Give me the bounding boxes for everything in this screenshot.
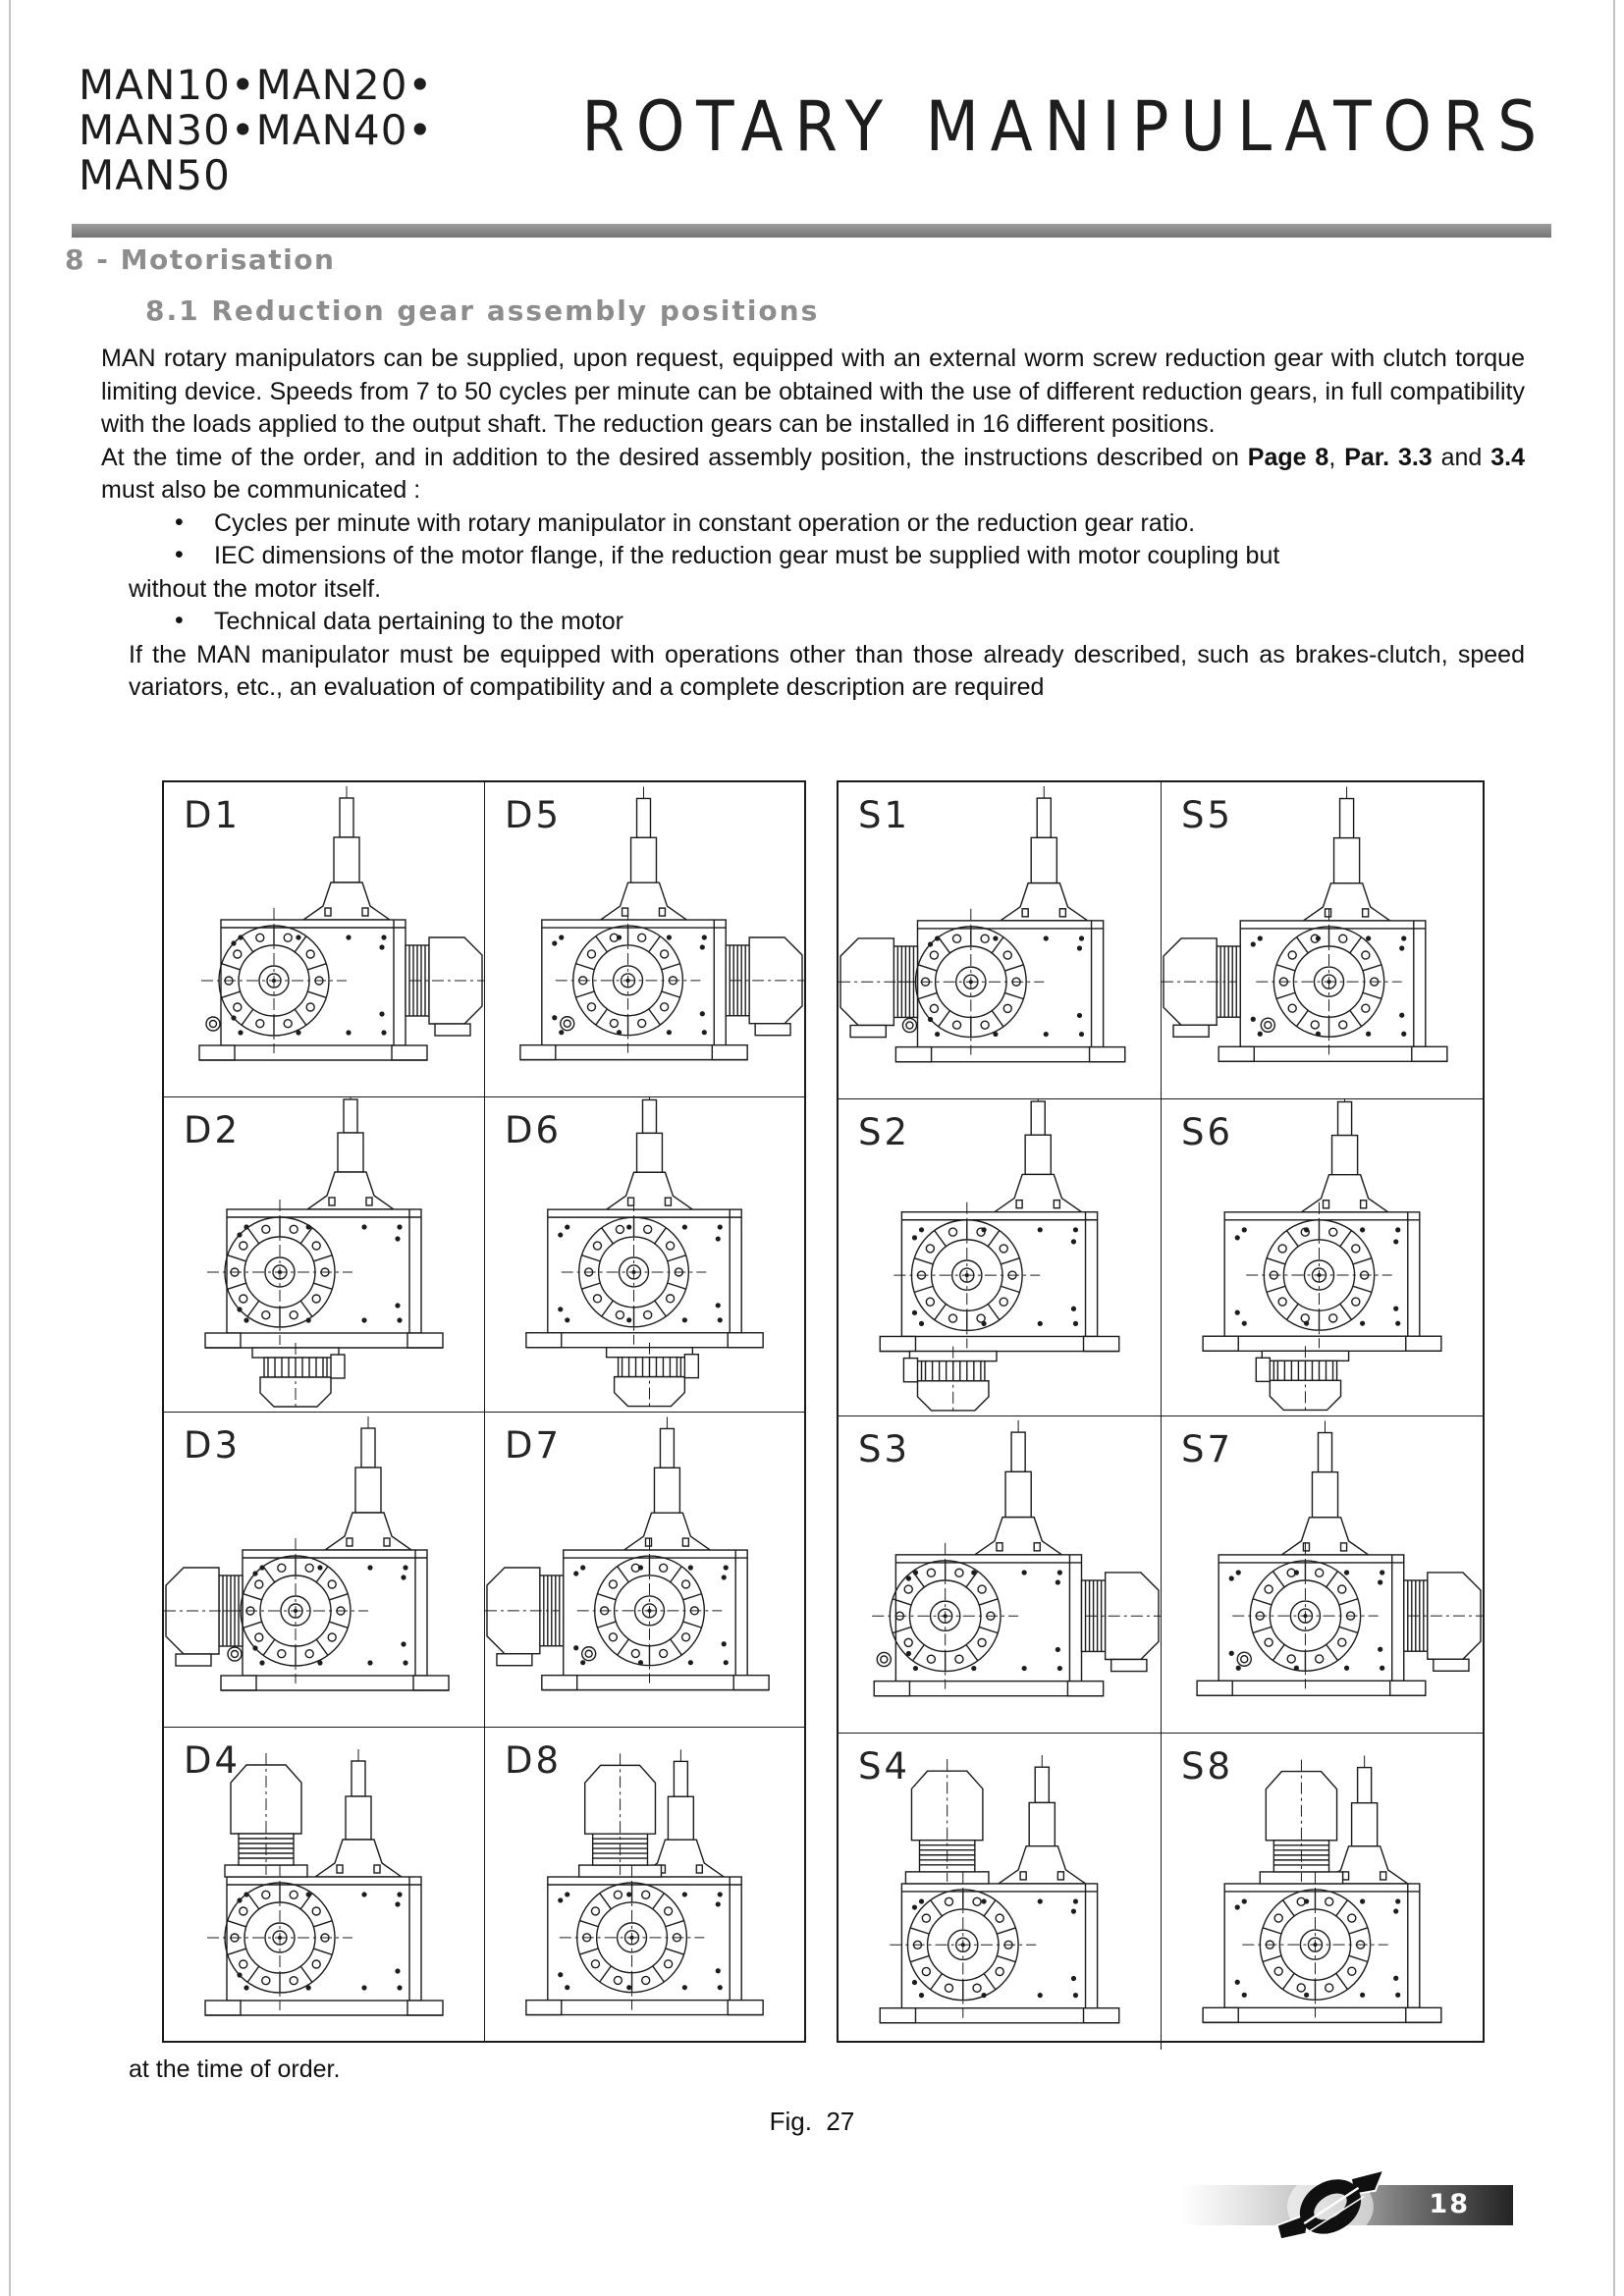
paragraph-2-text: and [1432,443,1491,471]
bold-ref-par34: 3.4 [1490,443,1525,471]
model-list [79,63,433,198]
model-line: MAN30•MAN40• [79,106,434,154]
figure-caption: Fig. 27 [769,2107,855,2136]
panel-label: D3 [184,1424,242,1467]
company-logo-icon [1268,2165,1391,2246]
figure-panel-D2 [164,1096,484,1412]
bullet-text: IEC dimensions of the motor flange, if the reduction gear must be supplied with motor coupling but [214,542,1280,569]
body-text [101,343,1525,705]
bullet-item [101,540,1525,573]
figure-panel-S3 [839,1415,1161,1733]
paragraph-3: If the MAN manipulator must be equipped with operations other than those already described, such as brakes-clutch, speed variators, etc., an evaluation of compatibility and a complete description are required [129,640,1525,701]
header-divider [72,224,1551,238]
figure-panel-D3 [164,1412,484,1727]
panel-label: S8 [1181,1744,1234,1788]
panel-label: D2 [184,1109,242,1151]
figure-panel-D8 [484,1727,804,2042]
scan-edge-left [9,0,11,2296]
panel-label: D6 [505,1109,563,1151]
figure-panel-S1 [839,782,1161,1098]
section-heading: 8 - Motorisation [65,243,336,276]
bold-ref-par33: Par. 3.3 [1344,443,1433,471]
bullet-list [101,507,1525,639]
figure-panel-D6 [484,1096,804,1412]
bullet-text: Technical data pertaining to the motor [214,608,623,635]
figure-panel-D5 [484,782,804,1096]
figure-grid-S [837,780,1485,2043]
figure-panel-S5 [1161,782,1483,1098]
panel-label: S3 [858,1427,911,1470]
panel-label: S2 [858,1110,911,1153]
panel-label: S5 [1181,794,1234,836]
figure-panel-S7 [1161,1415,1483,1733]
figure-grid-D [162,780,806,2043]
bullet-marker: • [175,541,184,568]
panel-label: D1 [184,794,242,836]
panel-label: D8 [505,1739,563,1782]
panel-label: S4 [858,1744,911,1788]
bullet-item [101,606,1525,639]
closing-text: at the time of order. [129,2056,341,2083]
bullet-continuation: without the motor itself. [129,574,382,603]
figure-panel-D1 [164,782,484,1096]
paragraph-1: MAN rotary manipulators can be supplied, upon request, equipped with an external worm screw reduction gear with clutch torque limiting device. Speeds from 7 to 50 cycles per minute can be obtained with the use of different reduction gears, in full compatibility with the loads applied to the output shaft. The reduction gears can be installed in 16 different positions. [101,345,1525,438]
bold-ref-page: Page 8 [1247,443,1329,471]
bullet-text: Cycles per minute with rotary manipulator in constant operation or the reduction gear ratio. [214,508,1196,537]
figure-panel-D4 [164,1727,484,2042]
figure-panel-S8 [1161,1733,1483,2050]
paragraph-2-text: must also be communicated : [101,476,421,504]
model-line: MAN50 [79,151,231,199]
panel-label: S6 [1181,1110,1234,1153]
model-line: MAN10•MAN20• [79,61,434,109]
scan-edge-right [1613,0,1615,2296]
panel-label: S1 [858,794,911,836]
footer-bar [1181,2185,1513,2225]
paragraph-2 [101,442,1525,507]
panel-label: S7 [1181,1427,1234,1470]
figure-panel-S4 [839,1733,1161,2050]
paragraph-2-text: At the time of the order, and in addition to the desired assembly position, the instructions described on [101,443,1248,471]
bullet-marker: • [175,507,184,536]
bullet-marker: • [175,607,184,634]
bullet-item [101,507,1525,541]
panel-label: D7 [505,1424,563,1467]
panel-label: D4 [184,1739,242,1782]
figure-panel-S2 [839,1098,1161,1415]
subsection-heading: 8.1 Reduction gear assembly positions [145,294,820,327]
figure-panel-S6 [1161,1098,1483,1415]
figure-panel-D7 [484,1412,804,1727]
panel-label: D5 [505,794,563,836]
page-number: 18 [1429,2189,1470,2219]
page-title: ROTARY MANIPULATORS [581,86,1548,167]
paragraph-2-text: , [1328,443,1345,471]
